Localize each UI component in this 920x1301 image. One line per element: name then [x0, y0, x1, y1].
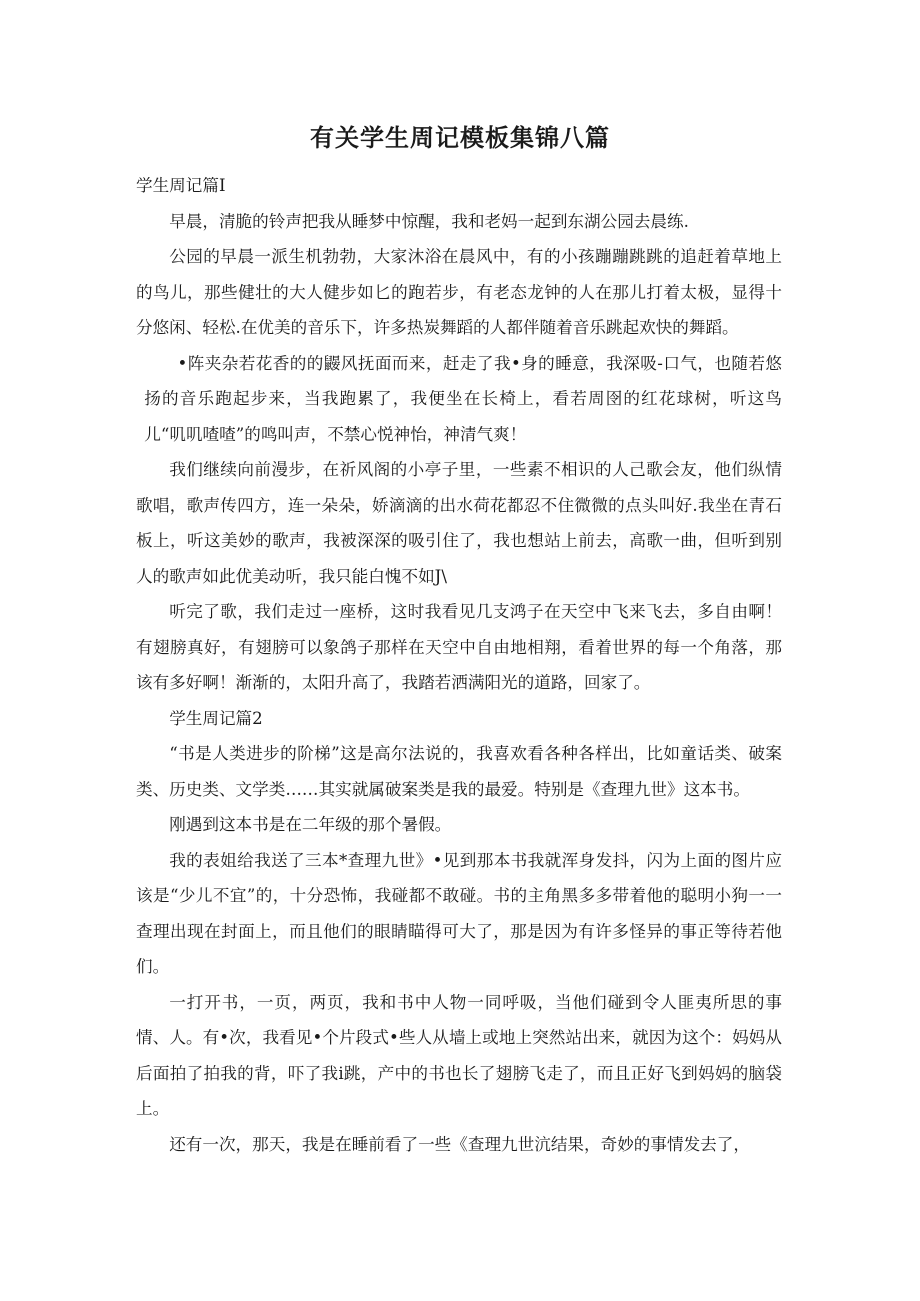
paragraph: 刚遇到这本书是在二年级的那个暑假。 [169, 815, 452, 834]
section-2 [136, 701, 782, 1163]
section-1 [136, 168, 782, 701]
paragraph: 公园的早晨一派生机勃勃，大家沐浴在晨风中，有的小孩蹦蹦跳跳的追赶着草地上的鸟儿，那些健壮的大人健步如匕的跑若步，有老态龙钟的人在那儿打着太极，显得十分悠闲、轻松.在优美的音乐下，许多热炭舞蹈的人都伴随着音乐跳起欢快的舞蹈。 [136, 247, 782, 337]
paragraph: 一打开书，一页，两页，我和书中人物一同呼吸，当他们碰到令人匪夷所思的事情、人。有•次，我看见•个片段式•些人从墙上或地上突然站出来，就因为这个：妈妈从后面拍了拍我的背，吓了我i跳，产中的书也长了翅膀飞走了，而且正好飞到妈妈的脑袋上。 [136, 992, 782, 1118]
paragraph: •阵夹杂若花香的的鼹风抚面而来，赶走了我•身的睡意，我深吸-口气，也随若悠扬的音乐跑起步来，当我跑累了，我便坐在长椅上，看若周囹的红花球树，听这鸟儿“叽叽喳喳”的鸣叫声，不禁心悦神怡，神清气爽！ [144, 353, 782, 444]
paragraph: 我们继续向前漫步，在祈风阁的小亭子里，一些素不相识的人己歌会友，他们纵情歌唱，歌声传四方，连一朵朵，娇滴滴的出水荷花都忍不住微微的点头叫好.我坐在青石板上，听这美妙的歌声，我被深深的吸引住了，我也想站上前去，高歌一曲，但听到别人的歌声如此优美动听，我只能白愧不如J\ [136, 460, 782, 586]
paragraph: “书是人类进步的阶梯”这是高尔法说的，我喜欢看各种各样出，比如童话类、破案类、历史类、文学类……其实就属破案类是我的最爱。特别是《查理九世》这本书。 [136, 744, 782, 799]
paragraph: 听完了歌，我们走过一座桥，这时我看见几支鸿子在天空中飞来飞去，多自由啊！有翅膀真好，有翅膀可以象鸽子那样在天空中自由地相翔，看着世界的每一个角落，那该有多好啊！渐渐的，太阳升高了，我踏若洒满阳光的道路，回家了。 [136, 602, 782, 692]
paragraph: 还有一次，那天，我是在睡前看了一些《查理九世沆结果，奇妙的事情发去了， [169, 1134, 750, 1154]
document-body [136, 168, 782, 1162]
section-heading: 学生周记篇I [136, 176, 226, 195]
paragraph: 我的表姐给我送了三本*查理九世》•见到那本书我就浑身发抖，闪为上面的图片应该是“少儿不宜”的，十分恐怖，我碰都不敢碰。书的主角黑多多带着他的聪明小狗一一查理出现在封面上，而且他们的眼睛瞄得可大了，那是因为有许多怪异的事正等待若他们。 [136, 850, 782, 976]
document-title: 有关学生周记模板集锦八篇 [310, 124, 610, 152]
section-heading: 学生周记篇2 [169, 708, 263, 728]
paragraph: 早晨，清脆的铃声把我从睡梦中惊醒，我和老妈一起到东湖公园去晨练. [169, 211, 689, 231]
